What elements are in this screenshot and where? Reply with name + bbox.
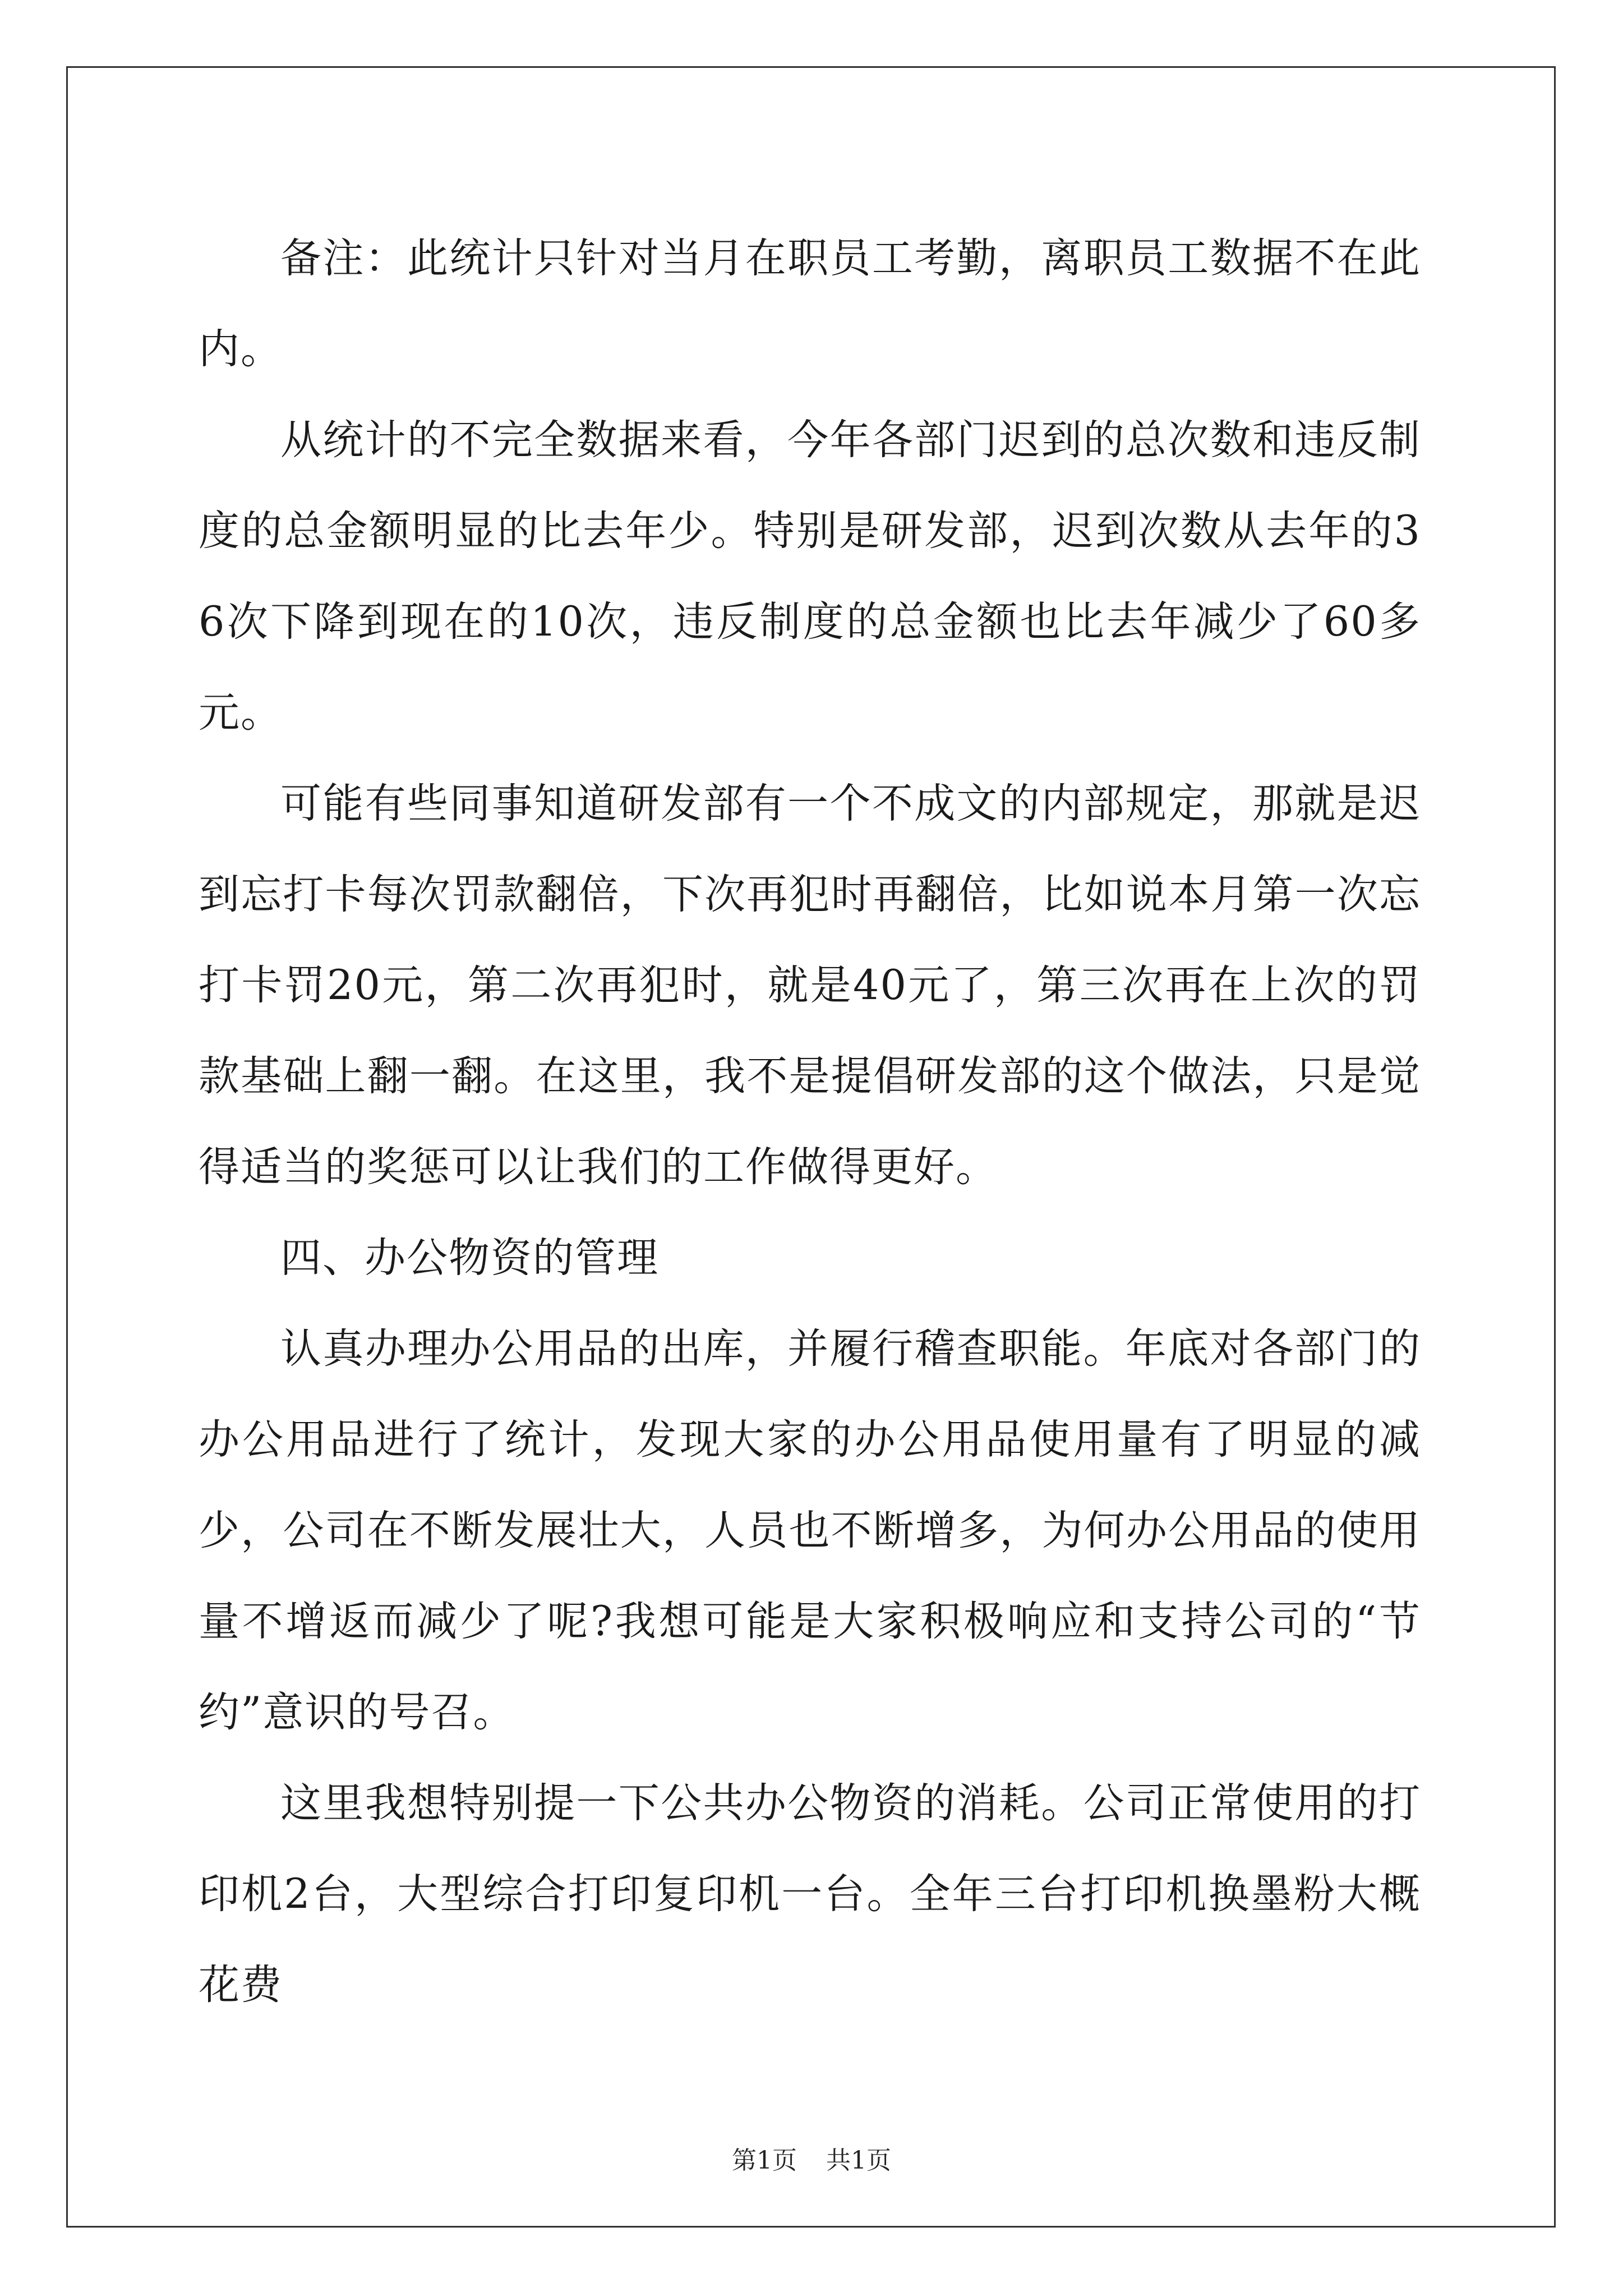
page-footer (0, 2144, 1623, 2178)
page-number-current: 第1页 (732, 2146, 797, 2175)
paragraph-attendance-stats: 从统计的不完全数据来看，今年各部门迟到的总次数和违反制度的总金额明显的比去年少。特别是研发部，迟到次数从去年的36次下降到现在的10次，违反制度的总金额也比去年减少了60多元。 (199, 416, 1421, 737)
document-body (199, 213, 1421, 2031)
paragraph-note: 备注：此统计只针对当月在职员工考勤，离职员工数据不在此内。 (199, 234, 1421, 373)
paragraph-rd-rule: 可能有些同事知道研发部有一个不成文的内部规定，那就是迟到忘打卡每次罚款翻倍，下次再犯时再翻倍，比如说本月第一次忘打卡罚20元，第二次再犯时，就是40元了，第三次再在上次的罚款基础上翻一翻。在这里，我不是提倡研发部的这个做法，只是觉得适当的奖惩可以让我们的工作做得更好。 (199, 780, 1421, 1191)
paragraph-printer-consumption: 这里我想特别提一下公共办公物资的消耗。公司正常使用的打印机2台，大型综合打印复印机一台。全年三台打印机换墨粉大概花费 (199, 1779, 1421, 2009)
section-heading-office-supplies: 四、办公物资的管理 (280, 1234, 659, 1282)
page-number-total: 共1页 (826, 2146, 891, 2175)
paragraph-supplies-stats: 认真办理办公用品的出库，并履行稽查职能。年底对各部门的办公用品进行了统计，发现大家的办公用品使用量有了明显的减少，公司在不断发展壮大，人员也不断增多，为何办公用品的使用量不增返而减少了呢?我想可能是大家积极响应和支持公司的“节约”意识的号召。 (199, 1325, 1421, 1736)
